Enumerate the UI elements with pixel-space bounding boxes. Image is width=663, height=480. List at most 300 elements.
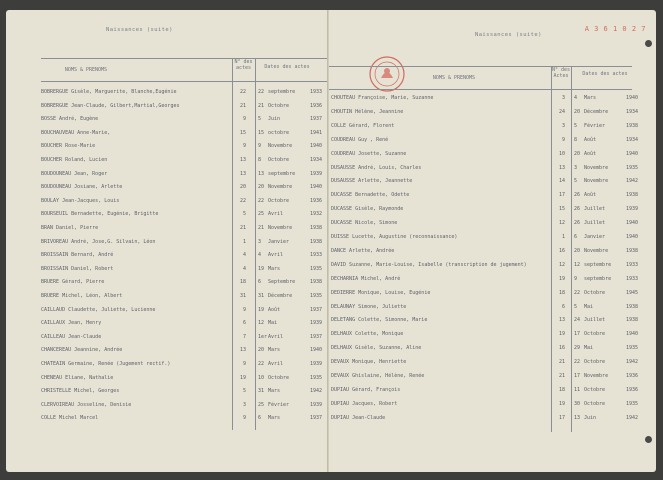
- entry-year: 1942: [310, 388, 323, 395]
- right-header-title: Naissances (suite): [475, 32, 542, 38]
- table-row: [6, 373, 326, 383]
- entry-month: Novembre: [268, 225, 293, 231]
- entry-month: Octobre: [268, 374, 290, 381]
- entry-year: 1939: [310, 170, 323, 177]
- entry-act-number: 19: [558, 400, 565, 407]
- entry-name: DUSAUSSE André, Louis, Charles: [331, 164, 422, 171]
- entry-act-number: 18: [239, 279, 246, 286]
- entry-day: 31: [258, 293, 265, 299]
- entry-name: DEVAUX Ghislaine, Hélène, Renée: [331, 373, 425, 379]
- entry-act-number: 9: [561, 136, 565, 143]
- entry-name: BOUCHER Roland, Lucien: [41, 157, 108, 163]
- entry-act-number: 17: [558, 192, 565, 199]
- entry-name: DELAUNAY Simone, Juliette: [331, 303, 407, 310]
- entry-year: 1938: [626, 303, 639, 310]
- entry-act-number: 13: [239, 157, 246, 163]
- entry-name: CHOUTIN Hélène, Jeannine: [331, 108, 404, 115]
- entry-month: Avril: [268, 361, 284, 367]
- entry-name: DEVAUX Monique, Henriette: [331, 359, 407, 366]
- entry-name: BOURSEUIL Bernadette, Eugénie, Brigitte: [41, 211, 159, 218]
- table-row: [329, 204, 649, 214]
- entry-day: 8: [574, 136, 578, 143]
- entry-month: Novembre: [584, 178, 609, 185]
- entry-act-number: 9: [242, 116, 246, 123]
- entry-month: Juillet: [584, 220, 606, 227]
- entry-year: 1933: [626, 275, 639, 282]
- entry-year: 1940: [310, 184, 323, 191]
- entry-year: 1935: [626, 164, 639, 171]
- entry-month: Janvier: [584, 234, 606, 240]
- entry-act-number: 22: [239, 89, 246, 95]
- entry-day: 13: [258, 170, 265, 177]
- table-row: [6, 141, 326, 151]
- entry-name: DAVID Suzanne, Marie-Louise, Isabelle (transcription de jugement): [331, 261, 527, 268]
- entry-act-number: 13: [558, 317, 565, 324]
- entry-act-number: 4: [242, 265, 246, 272]
- entry-month: Novembre: [584, 247, 609, 254]
- table-row: [329, 385, 649, 395]
- entry-name: BROISSAIN Bernard, André: [41, 252, 114, 259]
- table-row: [329, 288, 649, 298]
- entry-day: 10: [258, 374, 265, 381]
- red-seal-stamp-icon: [367, 54, 407, 98]
- entry-act-number: 13: [239, 347, 246, 354]
- table-row: [329, 163, 649, 173]
- table-row: [6, 209, 326, 219]
- entry-day: 5: [574, 303, 578, 310]
- entry-act-number: 24: [558, 108, 565, 115]
- entry-act-number: 15: [558, 206, 565, 213]
- entry-name: DELHAUX Colette, Monique: [331, 331, 404, 338]
- entry-day: 22: [258, 361, 265, 367]
- entry-year: 1940: [626, 234, 639, 240]
- entry-act-number: 21: [239, 225, 246, 231]
- table-row: [329, 371, 649, 381]
- table-row: [329, 260, 649, 270]
- entry-year: 1942: [626, 359, 639, 366]
- entry-day: 3: [574, 164, 578, 171]
- entry-month: Mars: [268, 347, 281, 354]
- entry-month: Octobre: [584, 359, 606, 366]
- table-row: [6, 237, 326, 247]
- entry-year: 1935: [310, 293, 323, 299]
- entry-name: DEDIERRE Monique, Louise, Eugénie: [331, 289, 431, 296]
- table-row: [6, 169, 326, 179]
- entry-act-number: 19: [239, 374, 246, 381]
- entry-year: 1940: [626, 220, 639, 227]
- entry-year: 1935: [310, 374, 323, 381]
- entry-name: DUCASSE Nicole, Simone: [331, 220, 398, 227]
- entry-month: Juillet: [584, 317, 606, 324]
- entry-month: Octobre: [584, 400, 606, 407]
- entry-year: 1935: [310, 265, 323, 272]
- entry-year: 1941: [310, 129, 323, 136]
- entry-year: 1942: [626, 178, 639, 185]
- entry-month: Octobre: [268, 197, 290, 204]
- entry-day: 26: [574, 192, 581, 199]
- entry-year: 1940: [626, 331, 639, 338]
- table-row: [329, 218, 649, 228]
- entry-day: 4: [258, 252, 262, 259]
- table-row: [329, 274, 649, 284]
- entry-day: 12: [258, 320, 265, 327]
- entry-year: 1939: [310, 401, 323, 408]
- entry-year: 1936: [626, 386, 639, 393]
- entry-year: 1934: [626, 136, 639, 143]
- entry-act-number: 5: [242, 388, 246, 395]
- table-row: [329, 302, 649, 312]
- entry-month: Novembre: [268, 143, 293, 150]
- table-row: [6, 359, 326, 369]
- entry-day: 6: [258, 415, 262, 422]
- entry-name: BRUERE Gérard, Pierre: [41, 279, 105, 286]
- left-table-top-line: [41, 58, 329, 59]
- entry-day: 17: [574, 373, 581, 379]
- table-row: [329, 399, 649, 409]
- entry-month: Mai: [268, 320, 278, 327]
- table-row: [329, 329, 649, 339]
- entry-act-number: 6: [561, 303, 565, 310]
- entry-day: 19: [258, 306, 265, 313]
- entry-act-number: 12: [558, 220, 565, 227]
- table-row: [6, 345, 326, 355]
- entry-month: Décembre: [584, 108, 609, 115]
- entry-act-number: 5: [242, 211, 246, 218]
- entry-name: DUPIAU Gérard, François: [331, 386, 401, 393]
- entry-month: Juin: [268, 116, 281, 123]
- table-row: [6, 223, 326, 233]
- entry-day: 21: [258, 225, 265, 231]
- entry-act-number: 17: [558, 414, 565, 421]
- entry-act-number: 12: [558, 261, 565, 268]
- entry-month: Octobre: [584, 331, 606, 338]
- entry-day: 25: [258, 211, 265, 218]
- entry-name: COLLE Michel Marcel: [41, 415, 99, 422]
- entry-year: 1934: [310, 157, 323, 163]
- entry-act-number: 9: [242, 415, 246, 422]
- entry-day: 9: [258, 143, 262, 150]
- entry-name: CAILLAUD Claudette, Juliette, Lucienne: [41, 306, 156, 313]
- entry-name: CAILLAUX Jean, Henry: [41, 320, 102, 327]
- entry-act-number: 9: [242, 143, 246, 150]
- entry-year: 1937: [310, 333, 323, 340]
- table-row: [6, 413, 326, 423]
- entry-month: octobre: [268, 129, 290, 136]
- register-left-page: [6, 10, 329, 472]
- entry-day: 17: [574, 331, 581, 338]
- entry-act-number: 19: [558, 275, 565, 282]
- entry-year: 1933: [626, 261, 639, 268]
- entry-month: Mai: [584, 345, 594, 352]
- entry-month: Août: [584, 192, 597, 199]
- entry-act-number: 13: [558, 164, 565, 171]
- entry-month: septembre: [268, 170, 296, 177]
- entry-year: 1938: [626, 192, 639, 199]
- table-row: [329, 232, 649, 242]
- register-right-page: [329, 10, 656, 472]
- entry-year: 1940: [626, 95, 639, 101]
- entry-day: 24: [574, 317, 581, 324]
- archive-stamp-number: A 3 6 1 0 2 7: [584, 25, 646, 33]
- entry-name: BOUDOUNEAU Jean, Roger: [41, 170, 108, 177]
- entry-day: 22: [574, 359, 581, 366]
- entry-month: Octobre: [268, 157, 290, 163]
- table-row: [329, 149, 649, 159]
- entry-year: 1933: [310, 252, 323, 259]
- entry-act-number: 13: [239, 170, 246, 177]
- entry-act-number: 31: [239, 293, 246, 299]
- entry-day: 11: [574, 386, 581, 393]
- entry-year: 1938: [310, 238, 323, 245]
- entry-name: CHATEAIN Germaine, Renée (Jugement rectif.): [41, 361, 171, 367]
- entry-day: 20: [574, 150, 581, 157]
- table-row: [329, 343, 649, 353]
- left-col-dates-header: Dates des actes: [264, 64, 310, 70]
- entry-day: 26: [574, 220, 581, 227]
- left-table-header-line: [41, 81, 329, 82]
- table-row: [6, 318, 326, 328]
- table-row: [6, 128, 326, 138]
- entry-name: DUPIAU Jacques, Robert: [331, 400, 398, 407]
- entry-act-number: 18: [558, 386, 565, 393]
- entry-name: DUISSE Lucette, Augustine (reconnaissance): [331, 234, 458, 240]
- entry-day: 6: [574, 234, 578, 240]
- entry-month: Août: [584, 150, 597, 157]
- entry-month: Décembre: [268, 293, 293, 299]
- entry-day: 12: [574, 261, 581, 268]
- entry-name: CHRISTELLE Michel, Georges: [41, 388, 120, 395]
- entry-act-number: 20: [239, 184, 246, 191]
- entry-name: BOULAY Jean-Jacques, Louis: [41, 197, 120, 204]
- right-col-dates-header: Dates des actes: [582, 71, 628, 77]
- entry-year: 1938: [626, 122, 639, 129]
- table-row: [6, 114, 326, 124]
- entry-month: Février: [584, 122, 606, 129]
- entry-name: BRAN Daniel, Pierre: [41, 225, 99, 231]
- table-row: [329, 246, 649, 256]
- entry-name: DUPIAU Jean-Claude: [331, 414, 386, 421]
- table-row: [6, 182, 326, 192]
- entry-name: BOUCHAUVEAU Anne-Marie,: [41, 129, 111, 136]
- entry-year: 1938: [310, 225, 323, 231]
- entry-year: 1945: [626, 289, 639, 296]
- entry-name: CHENEAU Eliane, Nathalie: [41, 374, 114, 381]
- entry-month: Avril: [268, 252, 284, 259]
- entry-year: 1938: [626, 317, 639, 324]
- entry-year: 1939: [310, 320, 323, 327]
- entry-month: Septembre: [268, 279, 296, 286]
- entry-name: CAILLEAU Jean-Claude: [41, 333, 102, 340]
- entry-month: Mars: [584, 95, 597, 101]
- entry-act-number: 21: [239, 102, 246, 109]
- entry-day: 20: [574, 108, 581, 115]
- entry-year: 1942: [626, 414, 639, 421]
- entry-month: Juillet: [584, 206, 606, 213]
- entry-month: Novembre: [584, 164, 609, 171]
- table-row: [6, 332, 326, 342]
- entry-year: 1935: [626, 400, 639, 407]
- entry-day: 22: [574, 289, 581, 296]
- table-row: [6, 196, 326, 206]
- table-row: [6, 291, 326, 301]
- entry-day: 3: [258, 238, 262, 245]
- entry-day: 15: [258, 129, 265, 136]
- entry-year: 1936: [310, 102, 323, 109]
- entry-act-number: 22: [239, 197, 246, 204]
- entry-act-number: 7: [242, 333, 246, 340]
- table-row: [329, 315, 649, 325]
- entry-year: 1936: [310, 197, 323, 204]
- entry-day: 5: [574, 122, 578, 129]
- entry-year: 1939: [626, 206, 639, 213]
- entry-name: DELHAUX Gisèle, Suzanne, Aline: [331, 345, 422, 352]
- entry-day: 25: [258, 401, 265, 408]
- entry-month: Mars: [268, 265, 281, 272]
- entry-month: Octobre: [584, 289, 606, 296]
- table-row: [6, 264, 326, 274]
- entry-day: 30: [574, 400, 581, 407]
- entry-act-number: 4: [242, 252, 246, 259]
- entry-name: CHANCEREAU Jeannine, Andrée: [41, 347, 123, 354]
- entry-name: BOBRERGUE Gisèle, Marguerite, Blanche,Eugénie: [41, 89, 177, 95]
- entry-month: Octobre: [584, 386, 606, 393]
- entry-act-number: 15: [239, 129, 246, 136]
- entry-name: DUCASSE Gisèle, Raymonde: [331, 206, 404, 213]
- entry-month: Mai: [584, 303, 594, 310]
- entry-name: DELETANG Colette, Simonne, Marie: [331, 317, 428, 324]
- entry-month: Avril: [268, 211, 284, 218]
- entry-name: BRIVOREAU André, Jose,G. Silvain, Léon: [41, 238, 156, 245]
- entry-year: 1938: [626, 247, 639, 254]
- entry-day: 19: [258, 265, 265, 272]
- table-row: [329, 107, 649, 117]
- entry-day: 4: [574, 95, 578, 101]
- entry-day: 31: [258, 388, 265, 395]
- entry-act-number: 10: [558, 150, 565, 157]
- entry-act-number: 9: [242, 306, 246, 313]
- entry-year: 1936: [626, 373, 639, 379]
- entry-act-number: 14: [558, 178, 565, 185]
- entry-year: 1940: [310, 143, 323, 150]
- entry-day: 8: [258, 157, 262, 163]
- entry-day: 13: [574, 414, 581, 421]
- entry-month: Octobre: [268, 102, 290, 109]
- entry-year: 1935: [626, 345, 639, 352]
- entry-act-number: 1: [242, 238, 246, 245]
- table-row: [6, 101, 326, 111]
- entry-act-number: 1: [561, 234, 565, 240]
- table-row: [329, 190, 649, 200]
- entry-name: BOUCHER Rose-Marie: [41, 143, 96, 150]
- entry-month: Août: [584, 136, 597, 143]
- table-row: [6, 87, 326, 97]
- right-col-num-header: N° des Actes: [551, 67, 571, 79]
- binder-hole: [645, 40, 652, 47]
- table-row: [329, 357, 649, 367]
- entry-month: Août: [268, 306, 281, 313]
- entry-year: 1933: [310, 89, 323, 95]
- entry-month: Novembre: [584, 373, 609, 379]
- entry-day: 29: [574, 345, 581, 352]
- left-header-title: Naissances (suite): [106, 27, 173, 33]
- entry-day: 20: [574, 247, 581, 254]
- entry-day: 6: [258, 279, 262, 286]
- table-row: [6, 305, 326, 315]
- entry-name: BOUDOUNEAU Josiane, Arlette: [41, 184, 123, 191]
- entry-day: 20: [258, 184, 265, 191]
- right-table-top-line: [329, 66, 632, 67]
- right-table-header-line: [329, 89, 632, 90]
- table-row: [6, 250, 326, 260]
- entry-name: CLERVOIREAU Josseline, Denisie: [41, 401, 132, 408]
- entry-day: 22: [258, 197, 265, 204]
- entry-act-number: 9: [242, 361, 246, 367]
- entry-act-number: 16: [558, 345, 565, 352]
- binder-hole: [645, 436, 652, 443]
- entry-name: COUDREAU Josette, Suzanne: [331, 150, 407, 157]
- entry-name: BOBRERGUE Jean-Claude, Gilbert,Martial,Georges: [41, 102, 180, 109]
- entry-year: 1937: [310, 306, 323, 313]
- entry-month: septembre: [584, 261, 612, 268]
- entry-name: DUCASSE Bernadette, Odette: [331, 192, 410, 199]
- entry-act-number: 3: [561, 122, 565, 129]
- entry-name: COLLE Gérard, Florent: [331, 122, 395, 129]
- entry-year: 1934: [626, 108, 639, 115]
- entry-year: 1940: [310, 347, 323, 354]
- table-row: [329, 135, 649, 145]
- entry-day: 22: [258, 89, 265, 95]
- table-row: [329, 121, 649, 131]
- table-row: [6, 400, 326, 410]
- entry-month: Février: [268, 401, 290, 408]
- table-row: [329, 93, 649, 103]
- entry-month: Mars: [268, 388, 281, 395]
- table-row: [6, 277, 326, 287]
- entry-name: CHOUTEAU Françoise, Marie, Suzanne: [331, 95, 434, 101]
- entry-act-number: 21: [558, 373, 565, 379]
- table-row: [6, 155, 326, 165]
- entry-name: BRUERE Michel, Léon, Albert: [41, 293, 123, 299]
- entry-year: 1938: [310, 279, 323, 286]
- table-row: [329, 413, 649, 423]
- entry-act-number: 3: [561, 95, 565, 101]
- entry-day: 1er: [258, 333, 268, 340]
- entry-day: 26: [574, 206, 581, 213]
- entry-month: septembre: [268, 89, 296, 95]
- entry-name: COUDREAU Guy , René: [331, 136, 389, 143]
- entry-name: DECHARNIA Michel, André: [331, 275, 401, 282]
- entry-name: BOSSE André, Eugène: [41, 116, 99, 123]
- left-col-names-header: NOMS & PRENOMS: [64, 67, 108, 73]
- entry-day: 20: [258, 347, 265, 354]
- table-row: [329, 176, 649, 186]
- entry-year: 1940: [626, 150, 639, 157]
- entry-act-number: 3: [242, 401, 246, 408]
- entry-name: BROISSAIN Daniel, Robert: [41, 265, 114, 272]
- entry-name: DANCE Arlette, Andrée: [331, 247, 395, 254]
- entry-day: 9: [574, 275, 578, 282]
- table-row: [6, 386, 326, 396]
- entry-day: 21: [258, 102, 265, 109]
- entry-year: 1937: [310, 415, 323, 422]
- left-col-num-header: N° des actes: [234, 59, 253, 71]
- entry-act-number: 16: [558, 247, 565, 254]
- right-col-names-header: NOMS & PRENOMS: [432, 75, 476, 81]
- entry-day: 5: [574, 178, 578, 185]
- entry-year: 1932: [310, 211, 323, 218]
- entry-name: DUSAUSSE Arlette, Jeannette: [331, 178, 413, 185]
- entry-month: Avril: [268, 333, 284, 340]
